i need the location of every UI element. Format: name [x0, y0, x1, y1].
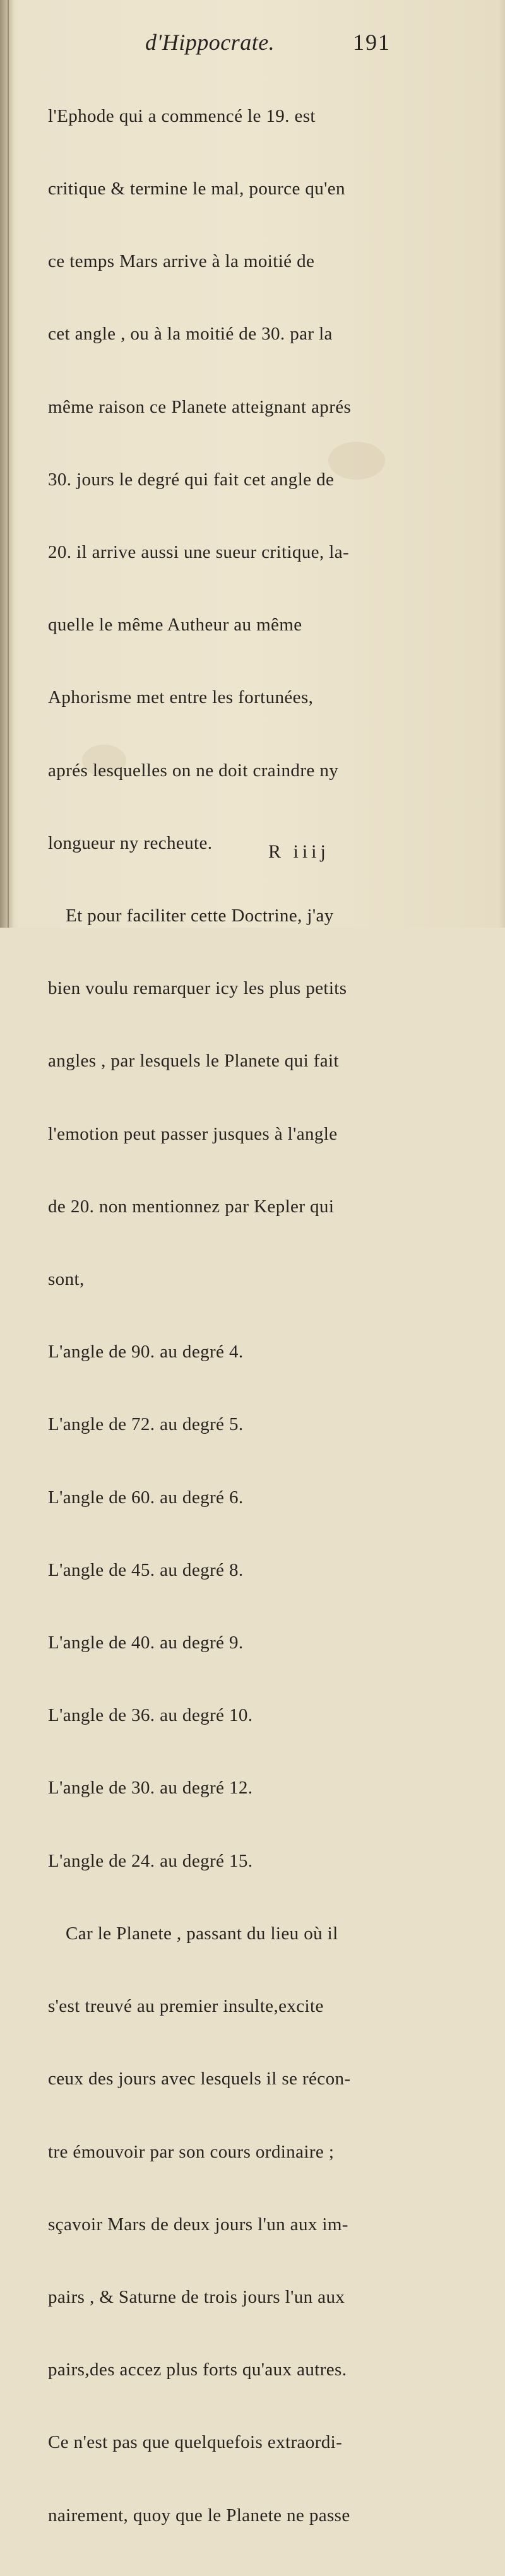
text-line: 20. il arrive aussi une sueur critique, la- — [48, 542, 350, 563]
paragraph-first-line: Et pour faciliter cette Doctrine, j'ay — [66, 906, 334, 926]
running-title: d'Hippocrate. — [145, 30, 275, 55]
text-line: tre émouvoir par son cours ordinaire ; — [48, 2141, 335, 2162]
text-line: Ce n'est pas que quelquefois extraordi- — [48, 2432, 343, 2453]
text-line: 30. jours le degré qui fait cet angle de — [48, 469, 335, 490]
text-line: nairement, quoy que le Planete ne passe — [48, 2505, 350, 2526]
angle-list-item: L'angle de 24. au degré 15. — [48, 1850, 253, 1871]
angle-list-item: L'angle de 40. au degré 9. — [48, 1633, 244, 1653]
text-line: cet angle , ou à la moitié de 30. par la — [48, 324, 333, 345]
text-line: ceux des jours avec lesquels il se récon- — [48, 2069, 351, 2089]
angle-list-item: L'angle de 90. au degré 4. — [48, 1342, 244, 1362]
text-line: aprés lesquelles on ne doit craindre ny — [48, 760, 339, 781]
angle-list-item: L'angle de 72. au degré 5. — [48, 1414, 244, 1435]
text-line: l'emotion peut passer jusques à l'angle — [48, 1123, 338, 1144]
text-line: pairs,des accez plus forts qu'aux autres. — [48, 2360, 347, 2380]
text-line: même raison ce Planete atteignant aprés — [48, 396, 352, 417]
binding-shadow-line — [8, 0, 9, 928]
text-line: bien voulu remarquer icy les plus petits — [48, 978, 347, 999]
body-text — [48, 56, 404, 2576]
angle-list-item: L'angle de 60. au degré 6. — [48, 1487, 244, 1508]
text-line: pairs , & Saturne de trois jours l'un aux — [48, 2286, 345, 2307]
signature-mark: R iiij — [268, 841, 330, 862]
text-line: quelle le même Autheur au même — [48, 615, 302, 635]
text-line: ce temps Mars arrive à la moitié de — [48, 251, 315, 272]
text-line: critique & termine le mal, pource qu'en — [48, 179, 345, 199]
page-number: 191 — [353, 30, 391, 55]
text-line: Aphorisme met entre les fortunées, — [48, 687, 314, 708]
text-line: longueur ny recheute. — [48, 832, 213, 853]
text-line: angles , par lesquels le Planete qui fait — [48, 1051, 339, 1072]
angle-list-item: L'angle de 45. au degré 8. — [48, 1559, 244, 1580]
angle-list-item: L'angle de 36. au degré 10. — [48, 1705, 253, 1726]
text-line: l'Ephode qui a commencé le 19. est — [48, 105, 316, 126]
text-line: sont, — [48, 1269, 85, 1290]
paragraph-first-line: Car le Planete , passant du lieu où il — [66, 1923, 338, 1944]
angle-list-item: L'angle de 30. au degré 12. — [48, 1778, 253, 1799]
page-binding-edge — [0, 0, 14, 928]
text-line: s'est treuvé au premier insulte,excite — [48, 1996, 324, 2017]
text-line: de 20. non mentionnez par Kepler qui — [48, 1196, 335, 1217]
text-line: sçavoir Mars de deux jours l'un aux im- — [48, 2214, 348, 2235]
